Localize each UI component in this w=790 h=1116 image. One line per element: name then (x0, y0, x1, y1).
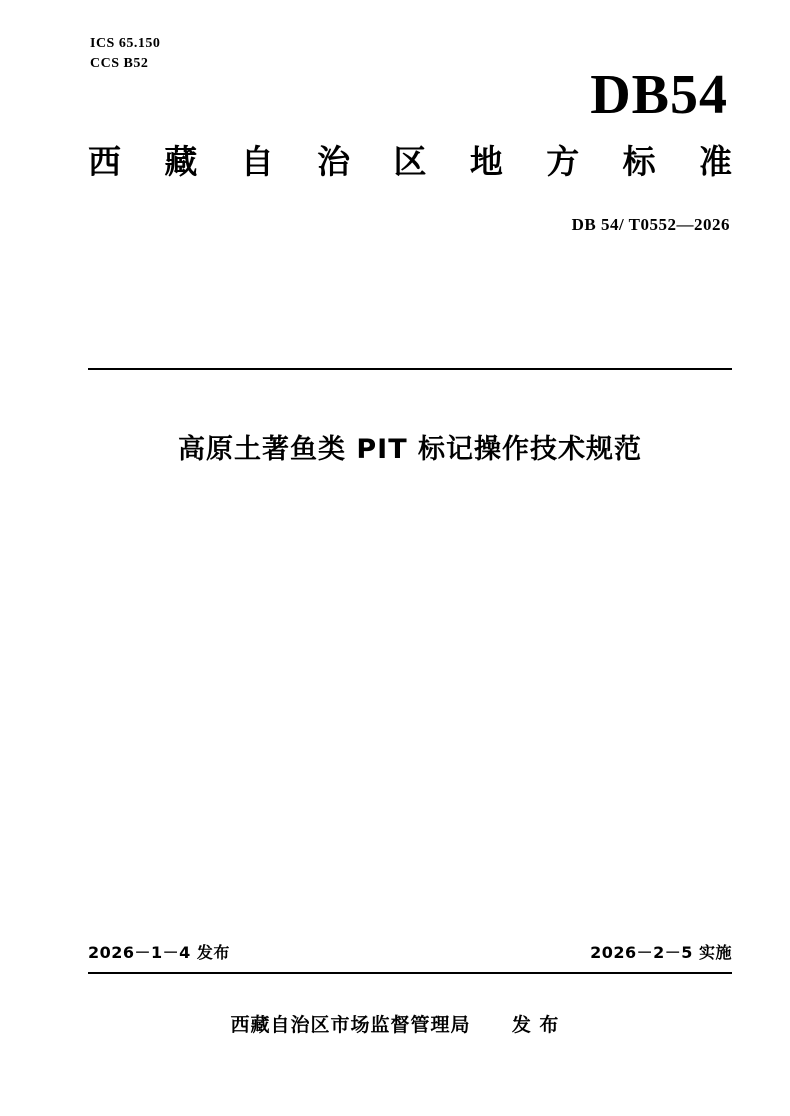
org-title-char: 标 (622, 142, 656, 181)
org-title-char: 地 (469, 142, 503, 181)
divider-top (88, 368, 732, 370)
standard-number: DB 54/ T0552—2026 (571, 215, 730, 234)
issue-date: 2026－1－4 发布 (88, 943, 230, 962)
divider-bottom (88, 972, 732, 974)
org-title-char: 自 (240, 142, 274, 181)
classification-codes (90, 34, 160, 74)
ics-code: ICS 65.150 (90, 36, 161, 51)
issuing-organization-title (88, 142, 732, 182)
org-title-char: 准 (699, 142, 732, 181)
org-title-char: 西 (88, 142, 121, 181)
publisher-name: 西藏自治区市场监督管理局 (230, 1014, 471, 1036)
org-title-char: 藏 (164, 142, 198, 181)
org-title-char: 治 (317, 142, 351, 181)
db-standard-mark: DB54 (590, 64, 728, 126)
publisher-action: 发 布 (511, 1014, 560, 1036)
publisher-line (0, 1010, 790, 1037)
org-title-char: 方 (546, 142, 580, 181)
implementation-date: 2026－2－5 实施 (590, 943, 732, 962)
dates-row (88, 940, 732, 963)
document-title: 高原土著鱼类 PIT 标记操作技术规范 (177, 434, 643, 465)
ccs-code: CCS B52 (90, 56, 149, 71)
org-title-char: 区 (393, 142, 427, 181)
